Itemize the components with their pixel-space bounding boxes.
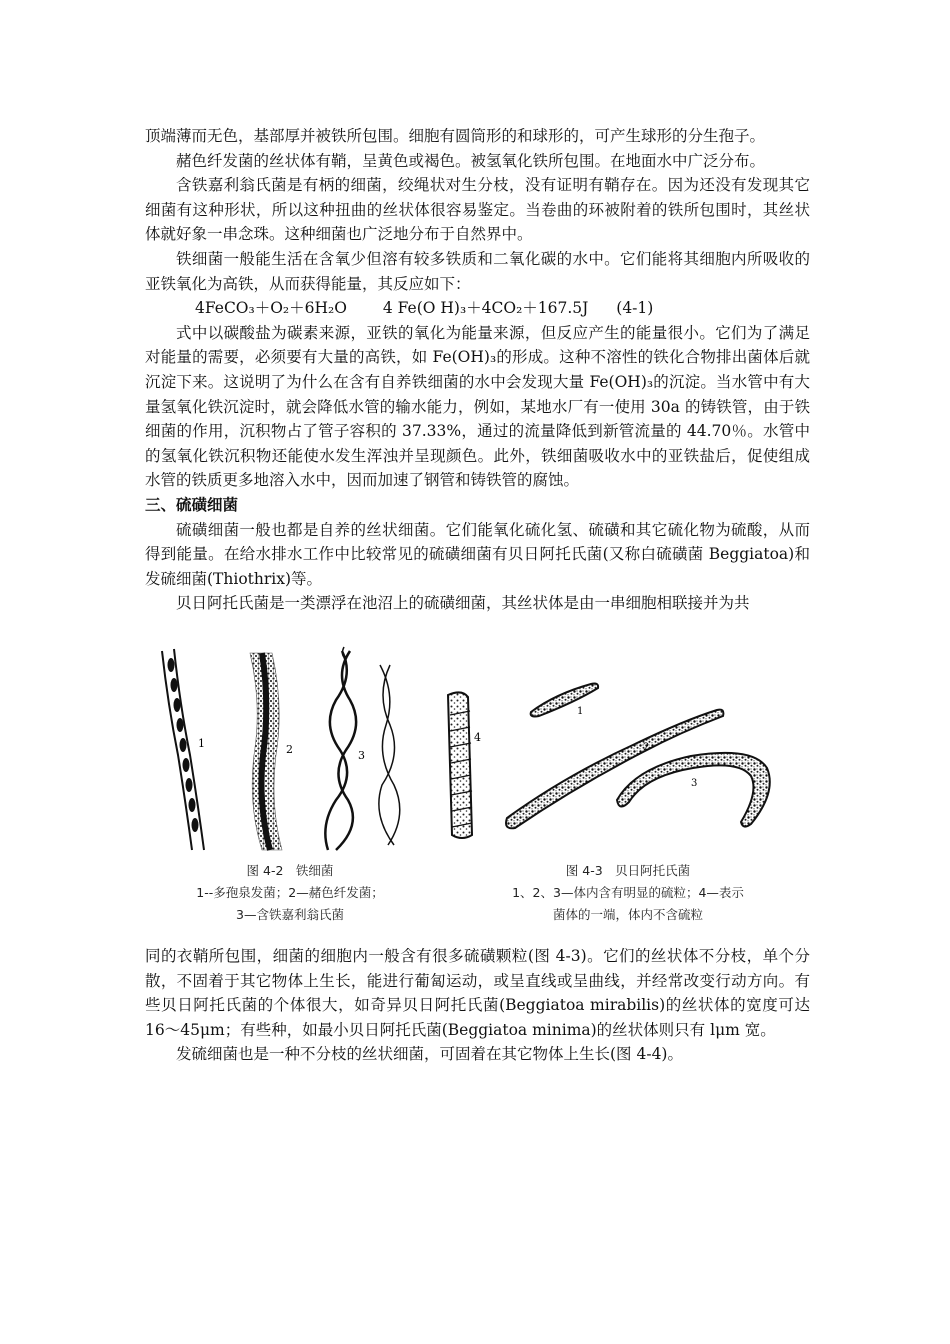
- equation-number: (4-1): [616, 299, 654, 318]
- paragraph: 顶端薄而无色，基部厚并被铁所包围。细胞有圆筒形的和球形的，可产生球形的分生孢子。: [145, 127, 766, 145]
- figure-4-2-illustration: [150, 645, 490, 855]
- fig42-label-1: 1: [198, 737, 205, 750]
- figure-4-3-caption: [478, 860, 778, 926]
- fig42-leptothrix-filament: [250, 653, 282, 850]
- paragraph: 含铁嘉利翁氏菌是有柄的细菌，绞绳状对生分枝，没有证明有鞘存在。因为还没有发现其它细菌有这种形状，所以这种扭曲的丝状体很容易鉴定。当卷曲的环被附着的铁所包围时，其丝状体就好象一串念珠。这种细菌也广泛地分布于自然界中。: [145, 176, 810, 244]
- equation-line: [145, 296, 810, 321]
- paragraph: 铁细菌一般能生活在含氧少但溶有较多铁质和二氧化碳的水中。它们能将其细胞内所吸收的亚铁氧化为高铁，从而获得能量，其反应如下：: [145, 249, 810, 293]
- paragraph: 贝日阿托氏菌是一类漂浮在池沼上的硫磺细菌，其丝状体是由一串细胞相联接并为共: [176, 594, 750, 613]
- paragraph: 同的衣鞘所包围，细菌的细胞内一般含有很多硫磺颗粒(图 4-3)。它们的丝状体不分枝，单个分散，不固着于其它物体上生长，能进行葡匐运动，或呈直线或呈曲线，并经常改变行动方向。有些贝日阿托氏菌的个体很大，如奇异贝日阿托氏菌(Beggiatoa mirabilis)的丝状体的宽度可达 16～45μm；有些种，如最小贝日阿托氏菌(Beggiatoa minima)的丝状体则只有 lμm 宽。: [145, 947, 810, 1039]
- equation-right: 4 Fe(O H)₃＋4CO₂＋167.5J: [382, 299, 589, 318]
- fig43-label-2: 2: [643, 742, 650, 753]
- fig42-label-3: 3: [358, 749, 365, 762]
- figure-4-2-caption: [175, 860, 405, 926]
- fig42-label-2: 2: [286, 743, 293, 756]
- paragraph: 式中以碳酸盐为碳素来源，亚铁的氧化为能量来源，但反应产生的能量很小。它们为了满足对能量的需要，必须要有大量的高铁，如 Fe(OH)₃的形成。这种不溶性的铁化合物排出菌体后就沉淀下来。这说明了为什么在含有自养铁细菌的水中会发现大量 Fe(OH)₃的沉淀。当水管中有大量氢氧化铁沉淀时，就会降低水管的输水能力，例如，某地水厂有一使用 30a 的铸铁管，由于铁细菌的作用，沉积物占了管子容积的 37.33%，通过的流量降低到新管流量的 44.70％。水管中的氢氧化铁沉积物还能使水发生浑浊并呈现颜色。此外，铁细菌吸收水中的亚铁盐后，促使组成水管的铁质更多地溶入水中，因而加速了钢管和铸铁管的腐蚀。: [145, 323, 810, 490]
- caption-line: 图 4-3 贝日阿托氏菌: [565, 863, 691, 878]
- fig43-label-3: 3: [691, 778, 698, 789]
- figure-4-3-illustration: [495, 672, 785, 832]
- caption-line: 1--多孢泉发菌；2—赭色纤发菌；: [196, 885, 384, 900]
- caption-line: 1、2、3—体内含有明显的硫粒；4—表示: [512, 885, 744, 900]
- caption-line: 3—含铁嘉利翁氏菌: [236, 907, 344, 922]
- paragraph: 硫磺细菌一般也都是自养的丝状细菌。它们能氧化硫化氢、硫磺和其它硫化物为硫酸，从而得到能量。在给水排水工作中比较常见的硫磺细菌有贝日阿托氏菌(又称白硫磺菌 Beggiatoa)和发硫细菌(Thiothrix)等。: [145, 520, 810, 588]
- fig43-label-1: 1: [577, 706, 584, 717]
- fig42-filament-end: [448, 692, 472, 838]
- equation-left: 4FeCO₃＋O₂＋6H₂O: [195, 299, 347, 318]
- paragraph: 发硫细菌也是一种不分枝的丝状细菌，可固着在其它物体上生长(图 4-4)。: [176, 1045, 683, 1064]
- caption-line: 菌体的一端，体内不含硫粒: [552, 907, 703, 922]
- caption-line: 图 4-2 铁细菌: [246, 863, 334, 878]
- paragraph: 赭色纤发菌的丝状体有鞘，呈黄色或褐色。被氢氧化铁所包围。在地面水中广泛分布。: [176, 151, 766, 170]
- fig43-filament-1: [531, 684, 598, 717]
- fig42-label-4: 4: [474, 731, 481, 744]
- section-heading: 三、硫磺细菌: [145, 494, 239, 514]
- text-block-top: [145, 124, 810, 616]
- text-block-bottom: [145, 944, 810, 1067]
- fig43-filament-3: [617, 753, 770, 827]
